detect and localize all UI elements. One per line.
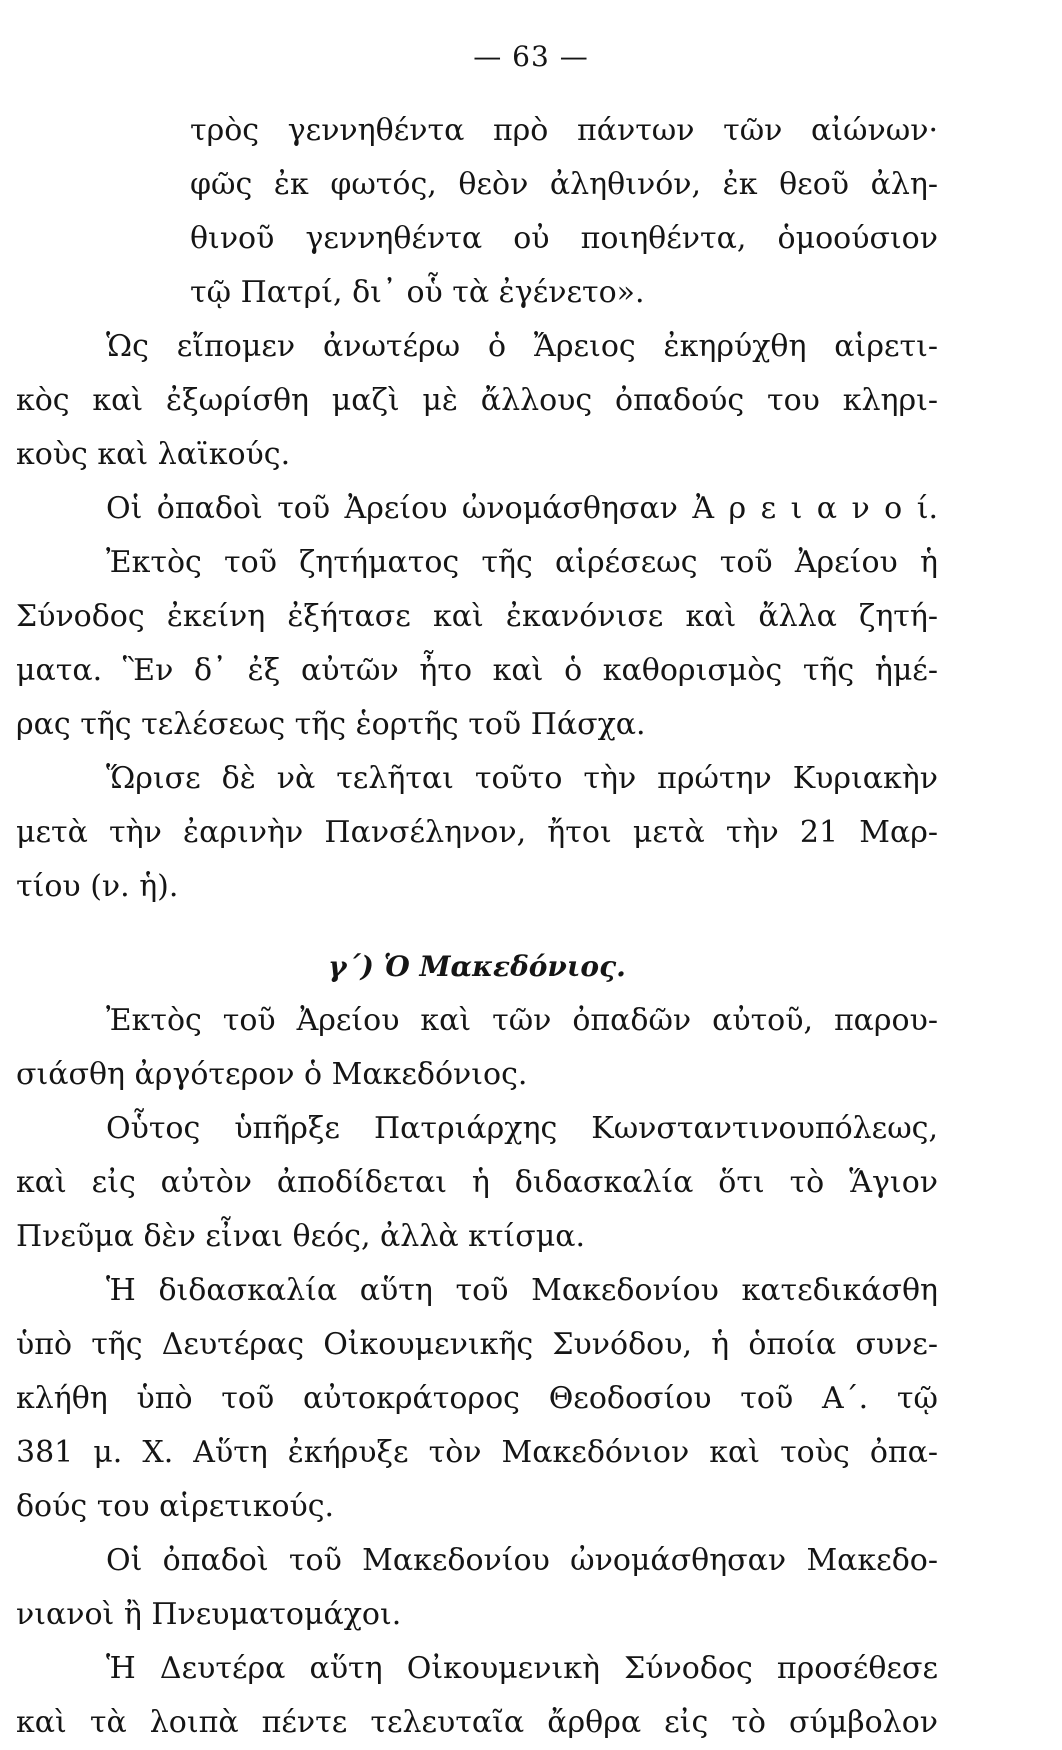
paragraph-start-line: Οἱ ὀπαδοὶ τοῦ Ἀρείου ὠνομάσθησαν Ἀ ρ ε ι α ν ο ί. [106, 491, 938, 526]
text-line: σιάσθη ἀργότερον ὁ Μακεδόνιος. [16, 1057, 528, 1092]
body-text [16, 104, 938, 1750]
text-line: ρας τῆς τελέσεως τῆς ἑορτῆς τοῦ Πάσχα. [16, 707, 646, 742]
text-line: Σύνοδος ἐκείνη ἐξήτασε καὶ ἐκανόνισε καὶ ἄλλα ζητή- [16, 599, 938, 634]
text-line: τίου (ν. ἡ). [16, 869, 179, 904]
text-line: κοὺς καὶ λαϊκούς. [16, 437, 291, 472]
text-line: κλήθη ὑπὸ τοῦ αὐτοκράτορος Θεοδοσίου τοῦ Α΄. τῷ [16, 1381, 938, 1416]
paragraph-start-line: Ἐκτὸς τοῦ ζητήματος τῆς αἱρέσεως τοῦ Ἀρείου ἡ [106, 545, 938, 580]
paragraph-start-line: Ὡς εἴπομεν ἀνωτέρω ὁ Ἄρειος ἐκηρύχθη αἱρετι- [106, 329, 938, 364]
text-line: ματα. Ἓν δ᾿ ἐξ αὐτῶν ἦτο καὶ ὁ καθορισμὸς τῆς ἡμέ- [16, 653, 938, 688]
text-line: καὶ τὰ λοιπὰ πέντε τελευταῖα ἄρθρα εἰς τὸ σύμβολον [16, 1705, 938, 1740]
page-number: — 63 — [473, 40, 589, 73]
paragraph-start-line: Οἱ ὀπαδοὶ τοῦ Μακεδονίου ὠνομάσθησαν Μακεδο- [106, 1543, 938, 1578]
text-line: θινοῦ γεννηθέντα οὐ ποιηθέντα, ὁμοούσιον [190, 221, 938, 256]
text-line: καὶ εἰς αὐτὸν ἀποδίδεται ἡ διδασκαλία ὅτι τὸ Ἅγιον [16, 1165, 938, 1200]
paragraph-start-line: Ἡ διδασκαλία αὕτη τοῦ Μακεδονίου κατεδικάσθη [106, 1273, 938, 1308]
paragraph-start-line: Ἐκτὸς τοῦ Ἀρείου καὶ τῶν ὀπαδῶν αὐτοῦ, παρου- [106, 1003, 938, 1038]
text-line: 381 μ. Χ. Αὕτη ἐκήρυξε τὸν Μακεδόνιον καὶ τοὺς ὀπα- [16, 1435, 938, 1470]
text-line: ὑπὸ τῆς Δευτέρας Οἰκουμενικῆς Συνόδου, ἡ ὁποία συνε- [16, 1327, 938, 1362]
section-heading: γ΄) Ὁ Μακεδόνιος. [328, 950, 626, 983]
paragraph-start-line: Ἡ Δευτέρα αὕτη Οἰκουμενικὴ Σύνοδος προσέθεσε [106, 1651, 938, 1686]
text-line: τῷ Πατρί, δι᾿ οὗ τὰ ἐγένετο». [190, 275, 645, 310]
text-line: μετὰ τὴν ἐαρινὴν Πανσέληνον, ἤτοι μετὰ τὴν 21 Μαρ- [16, 815, 938, 850]
text-line: φῶς ἐκ φωτός, θεὸν ἀληθινόν, ἐκ θεοῦ ἀλη- [190, 167, 938, 202]
text-line: κὸς καὶ ἐξωρίσθη μαζὶ μὲ ἄλλους ὀπαδούς του κληρι- [16, 383, 938, 418]
paragraph-start-line: Οὗτος ὑπῆρξε Πατριάρχης Κωνσταντινουπόλεως, [106, 1111, 938, 1146]
text-line: Πνεῦμα δὲν εἶναι θεός, ἀλλὰ κτίσμα. [16, 1219, 586, 1254]
text-line: νιανοὶ ἢ Πνευματομάχοι. [16, 1597, 402, 1632]
text-line: δούς του αἱρετικούς. [16, 1489, 335, 1524]
paragraph-start-line: Ὥρισε δὲ νὰ τελῆται τοῦτο τὴν πρώτην Κυριακὴν [106, 761, 938, 796]
text-line: τρὸς γεννηθέντα πρὸ πάντων τῶν αἰώνων· [190, 113, 938, 148]
